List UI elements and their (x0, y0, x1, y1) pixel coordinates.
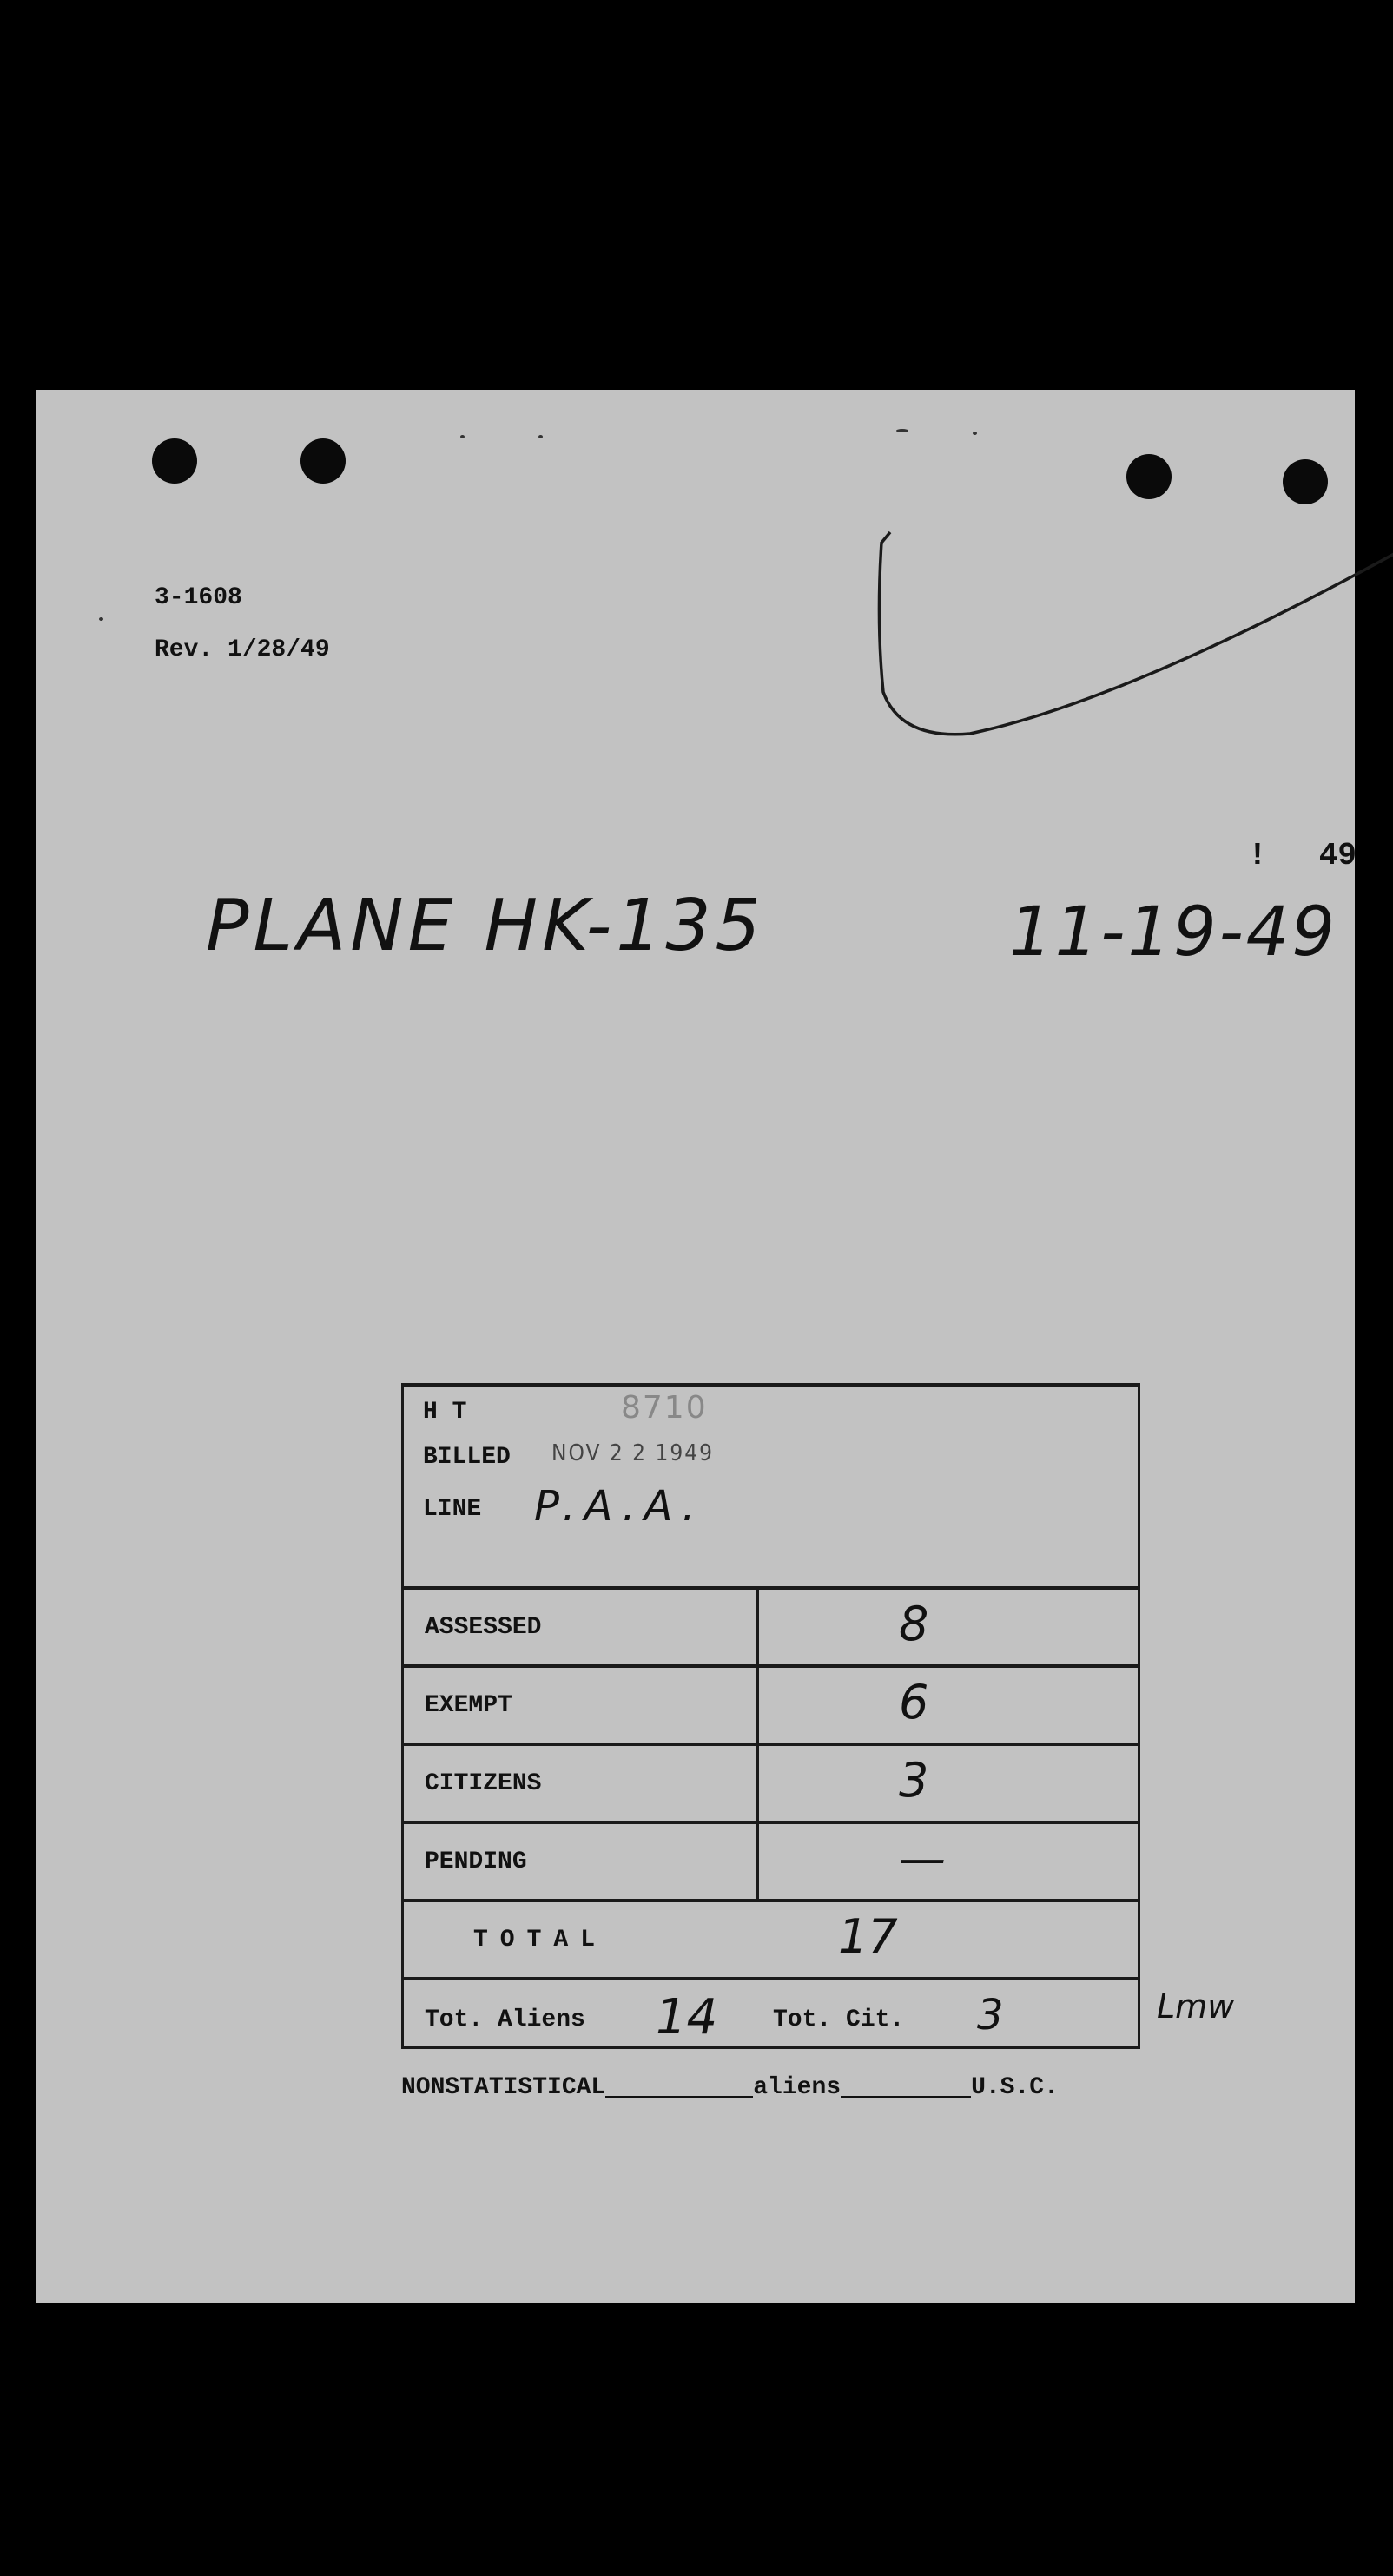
punch-hole (300, 438, 346, 484)
row-value: 8 (899, 1597, 929, 1651)
form-number: 3-1608 (155, 584, 242, 611)
table-row (404, 1824, 1138, 1902)
nonstat-label: NONSTATISTICAL (401, 2074, 606, 2101)
totals-row (404, 1980, 1138, 2046)
check-mark (866, 518, 1393, 761)
row-label: CITIZENS (425, 1770, 542, 1797)
punch-hole (1283, 459, 1328, 504)
row-value: — (899, 1831, 946, 1886)
total-citizens-value: 3 (977, 1991, 1004, 2039)
handwritten-date: 11-19-49 (1009, 893, 1338, 972)
speck (99, 617, 103, 621)
table-row (404, 1590, 1138, 1668)
total-aliens-label: Tot. Aliens (425, 2006, 585, 2033)
page-mark: ! (1248, 838, 1267, 873)
row-label: ASSESSED (425, 1614, 542, 1641)
page-number: 49 (1318, 838, 1357, 873)
table-row (404, 1668, 1138, 1746)
line-value: P.A.A. (534, 1482, 704, 1531)
form-number-block (155, 572, 330, 676)
speck (538, 435, 543, 438)
speck (460, 435, 465, 438)
total-citizens-label: Tot. Cit. (773, 2006, 905, 2033)
total-value: 17 (838, 1909, 898, 1964)
header-section (404, 1387, 1138, 1590)
punch-hole (152, 438, 197, 484)
row-value: 6 (899, 1675, 929, 1729)
usc-label: U.S.C. (971, 2074, 1059, 2101)
billed-label: BILLED (423, 1444, 511, 1471)
speck (896, 429, 908, 432)
handwritten-plane: PLANE HK-135 (206, 885, 765, 967)
ht-label: H T (423, 1399, 467, 1426)
document-page (36, 390, 1355, 2303)
row-value: 3 (899, 1753, 929, 1808)
row-label: PENDING (425, 1848, 527, 1875)
punch-hole (1126, 454, 1172, 499)
total-label: TOTAL (473, 1927, 608, 1953)
form-revision: Rev. 1/28/49 (155, 636, 330, 663)
line-label: LINE (423, 1496, 482, 1523)
page-number-block (1174, 838, 1357, 873)
blank-line (605, 2096, 753, 2098)
table-row (404, 1746, 1138, 1824)
ht-value: 8710 (621, 1390, 708, 1426)
total-row (404, 1902, 1138, 1980)
aliens-label: aliens (753, 2074, 842, 2101)
speck (973, 432, 977, 435)
blank-line (841, 2096, 971, 2098)
row-label: EXEMPT (425, 1692, 512, 1719)
handwritten-initials: Lmw (1157, 1987, 1235, 2026)
billed-stamp: NOV 2 2 1949 (551, 1440, 714, 1466)
total-aliens-value: 14 (656, 1989, 718, 2046)
tally-box (401, 1383, 1140, 2049)
nonstatistical-line (401, 2074, 1059, 2101)
